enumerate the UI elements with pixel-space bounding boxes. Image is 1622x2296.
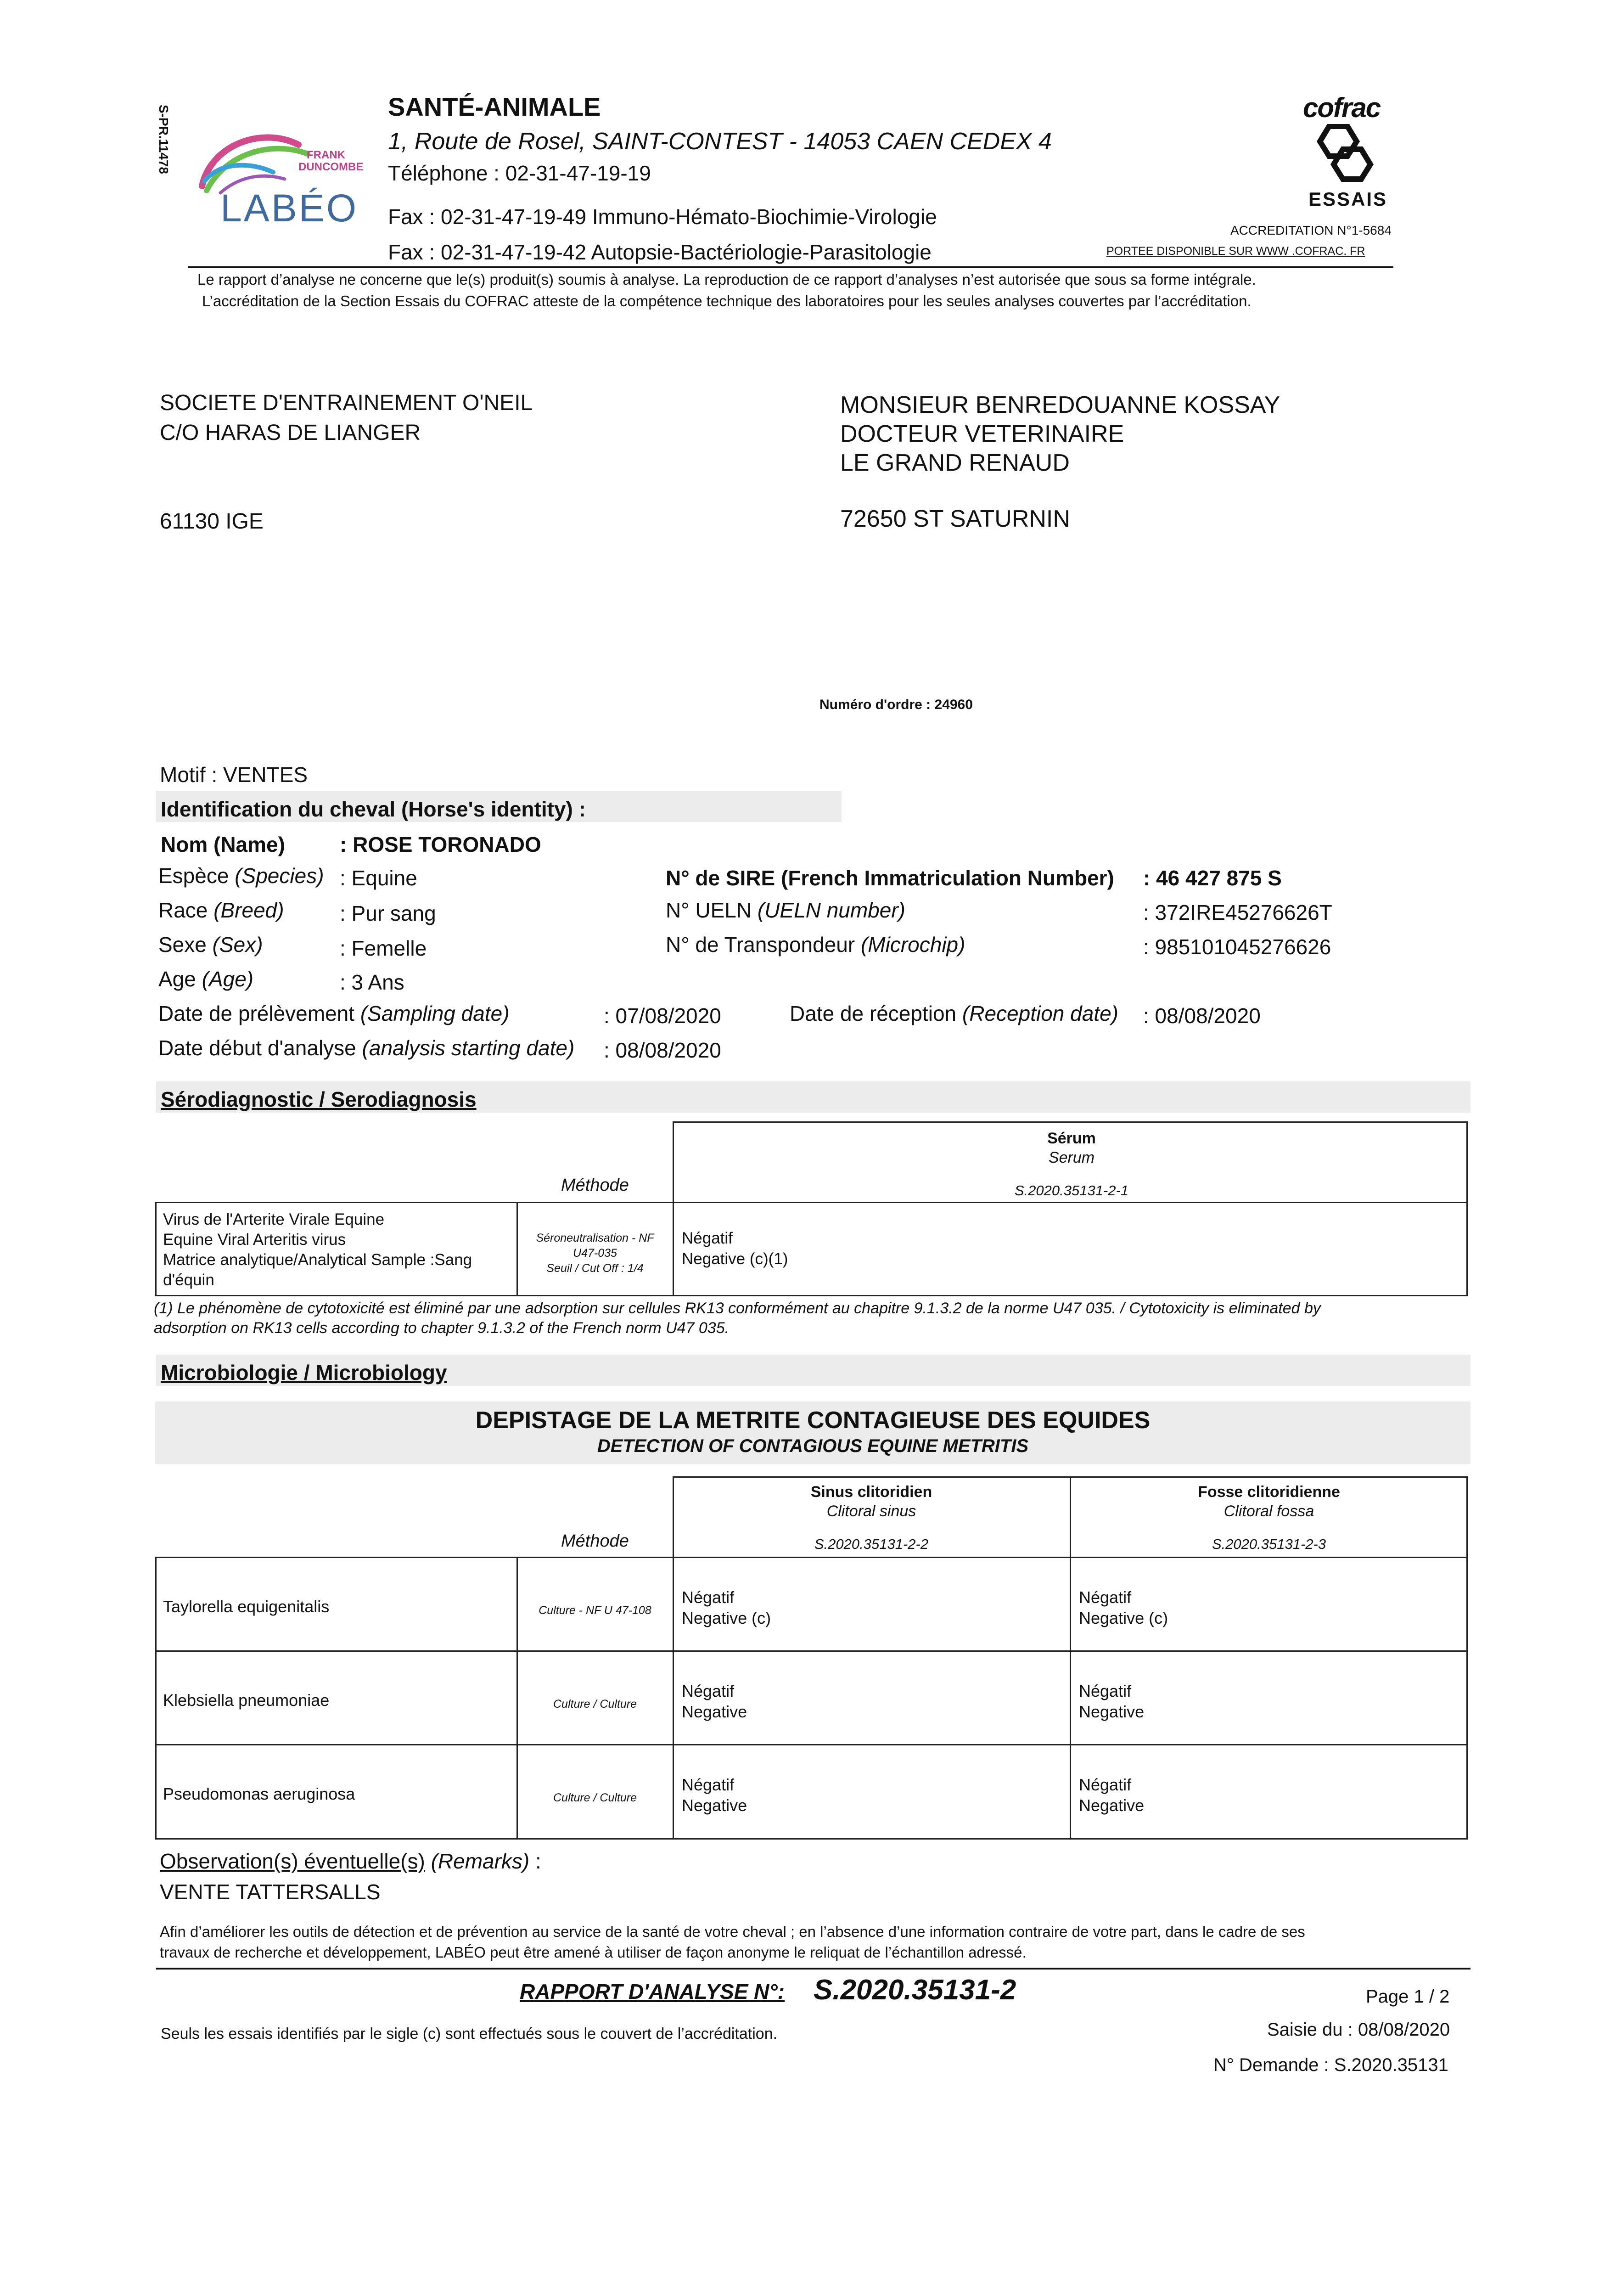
cem-method-header: Méthode	[561, 1531, 629, 1551]
serum-title: Sérum	[1047, 1130, 1096, 1147]
cem-row-result-fr: Négatif	[1079, 1588, 1132, 1607]
vet-line-3: LE GRAND RENAUD	[840, 450, 1070, 476]
motif: Motif : VENTES	[160, 763, 308, 787]
sero-analyte-line: Matrice analytique/Analytical Sample :Sang	[163, 1251, 472, 1269]
labeo-logo	[193, 117, 364, 232]
cem-row-result-fr: Négatif	[682, 1588, 735, 1607]
cem-row-result-fr: Négatif	[682, 1682, 735, 1700]
sero-result-fr: Négatif	[682, 1229, 733, 1247]
breed-value: : Pur sang	[340, 901, 436, 925]
sero-divider-2	[673, 1202, 674, 1296]
sero-note-line-1: (1) Le phénomène de cytotoxicité est éliminé par une adsorption sur cellules RK13 conformément au chapitre 9.1.3.2 de la norme U47 035. / Cytotoxicity is eliminated by	[154, 1300, 1321, 1317]
cofrac-wordmark: cofrac	[1303, 92, 1381, 123]
lab-phone: Téléphone : 02-31-47-19-19	[388, 161, 651, 185]
cem-row-divider-1	[155, 1650, 1468, 1652]
lab-fax-1: Fax : 02-31-47-19-49 Immuno-Hémato-Biochimie-Virologie	[388, 205, 937, 229]
cofrac-logo	[1299, 92, 1391, 216]
accreditation-number: ACCREDITATION N°1-5684	[1230, 223, 1392, 237]
ueln-value: : 372IRE45276626T	[1143, 900, 1332, 924]
logo-subtitle: FRANK DUNCOMBE	[298, 149, 364, 173]
sero-method-line: U47-035	[573, 1247, 617, 1260]
cem-row-result-en: Negative (c)	[682, 1609, 771, 1627]
sero-analyte-line: d'équin	[163, 1271, 214, 1289]
sex-value: : Femelle	[340, 936, 427, 960]
cem-row-result-fr: Négatif	[1079, 1682, 1132, 1700]
cem-row-method: Culture / Culture	[553, 1698, 637, 1711]
cofrac-essais: ESSAIS	[1308, 188, 1388, 210]
age-value: : 3 Ans	[340, 970, 404, 994]
transponder-value: : 985101045276626	[1143, 935, 1331, 959]
transponder-label: N° de Transpondeur (Microchip)	[666, 933, 965, 957]
report-label: RAPPORT D'ANALYSE N°:	[520, 1980, 785, 2003]
cem-row-method: Culture - NF U 47-108	[539, 1604, 651, 1617]
vet-line-2: DOCTEUR VETERINAIRE	[840, 421, 1124, 447]
col2-title-en: Clitoral fossa	[1224, 1503, 1314, 1520]
lab-name: SANTÉ-ANIMALE	[388, 92, 601, 121]
serum-sample-id: S.2020.35131-2-1	[1014, 1182, 1129, 1199]
page-number: Page 1 / 2	[1366, 1986, 1450, 2007]
cem-banner-subtitle: DETECTION OF CONTAGIOUS EQUINE METRITIS	[597, 1436, 1029, 1456]
footer-divider	[156, 1968, 1470, 1970]
sero-analyte	[163, 1210, 472, 1290]
lab-fax-2: Fax : 02-31-47-19-42 Autopsie-Bactériologie-Parasitologie	[388, 240, 932, 264]
cem-row-result-en: Negative	[682, 1796, 747, 1815]
sire-value: : 46 427 875 S	[1143, 866, 1282, 890]
cem-banner-title: DEPISTAGE DE LA METRITE CONTAGIEUSE DES EQUIDES	[475, 1407, 1151, 1434]
sero-result-en: Negative (c)(1)	[682, 1250, 788, 1268]
sex-label: Sexe (Sex)	[158, 933, 263, 957]
lab-address: 1, Route de Rosel, SAINT-CONTEST - 14053 CAEN CEDEX 4	[388, 128, 1052, 155]
cofrac-hexagon-icon	[1311, 124, 1380, 184]
cem-row-name: Taylorella equigenitalis	[163, 1597, 330, 1616]
sero-method-line: Séroneutralisation - NF	[536, 1232, 654, 1244]
sero-analyte-line: Virus de l'Arterite Virale Equine	[163, 1210, 385, 1228]
sero-analyte-line: Equine Viral Arteritis virus	[163, 1231, 346, 1249]
col1-title-en: Clitoral sinus	[826, 1503, 916, 1520]
document-code: S-PR.11478	[157, 105, 171, 174]
microbiology-title: Microbiologie / Microbiology	[161, 1361, 447, 1384]
cem-row-result-en: Negative (c)	[1079, 1609, 1168, 1627]
owner-line-2: C/O HARAS DE LIANGER	[160, 421, 421, 445]
sampling-date-label: Date de prélèvement (Sampling date)	[158, 1002, 510, 1025]
remarks-info-line-1: Afin d’améliorer les outils de détection et de prévention au service de la santé de votre cheval ; en l’absence d’une information contraire de votre part, dans le cadre de ses	[160, 1923, 1305, 1940]
vet-line-1: MONSIEUR BENREDOUANNE KOSSAY	[840, 392, 1280, 418]
serodiagnosis-title: Sérodiagnostic / Serodiagnosis	[161, 1087, 477, 1111]
sero-method	[519, 1231, 671, 1276]
accreditation-note: Seuls les essais identifiés par le sigle (c) sont effectués sous le couvert de l’accréditation.	[161, 2025, 778, 2043]
cem-row-result-en: Negative	[1079, 1796, 1145, 1815]
cem-col-divider-1	[516, 1557, 518, 1840]
col2-title: Fosse clitoridienne	[1198, 1483, 1340, 1501]
analysis-start-value: : 08/08/2020	[604, 1038, 721, 1062]
cem-row-result-en: Negative	[682, 1702, 747, 1721]
name-value: : ROSE TORONADO	[340, 833, 541, 856]
report-number: S.2020.35131-2	[814, 1974, 1016, 2006]
cem-row-method: Culture / Culture	[553, 1791, 637, 1804]
disclaimer-line-2: L’accréditation de la Section Essais du COFRAC atteste de la compétence technique des laboratoires pour les seules analyses couvertes par l’accréditation.	[202, 293, 1252, 310]
header-divider	[188, 266, 1393, 268]
identification-title: Identification du cheval (Horse's identity) :	[161, 797, 586, 821]
cem-row-result-fr: Négatif	[1079, 1775, 1132, 1794]
accreditation-scope-link[interactable]: PORTEE DISPONIBLE SUR WWW .COFRAC. FR	[1106, 245, 1365, 258]
remarks-value: VENTE TATTERSALLS	[160, 1880, 381, 1904]
request-number: N° Demande : S.2020.35131	[1213, 2055, 1448, 2075]
sero-divider-1	[516, 1202, 518, 1296]
cem-row-name: Pseudomonas aeruginosa	[163, 1784, 355, 1803]
owner-line-1: SOCIETE D'ENTRAINEMENT O'NEIL	[160, 391, 533, 415]
cem-row-name: Klebsiella pneumoniae	[163, 1691, 330, 1710]
species-label: Espèce (Species)	[158, 864, 324, 888]
remarks-info-line-2: travaux de recherche et développement, LABÉO peut être amené à utiliser de façon anonyme le reliquat de l’échantillon adressé.	[160, 1944, 1027, 1961]
age-label: Age (Age)	[158, 967, 254, 991]
cem-col-divider-2	[673, 1557, 674, 1840]
serum-header-cell	[673, 1121, 1468, 1203]
analysis-start-label: Date début d'analyse (analysis starting date)	[158, 1036, 575, 1060]
sero-note-line-2: adsorption on RK13 cells according to chapter 9.1.3.2 of the French norm U47 035.	[154, 1319, 730, 1337]
sero-method-header: Méthode	[561, 1176, 629, 1195]
reception-date-value: : 08/08/2020	[1143, 1004, 1261, 1028]
sampling-date-value: : 07/08/2020	[604, 1004, 721, 1028]
entry-date: Saisie du : 08/08/2020	[1267, 2020, 1450, 2040]
name-label: Nom (Name)	[161, 833, 285, 856]
breed-label: Race (Breed)	[158, 898, 284, 922]
logo-name: LABÉO	[220, 186, 359, 230]
cem-row-divider-2	[155, 1744, 1468, 1745]
order-number: Numéro d'ordre : 24960	[819, 697, 973, 712]
ueln-label: N° UELN (UELN number)	[666, 898, 905, 922]
col1-sample-id: S.2020.35131-2-2	[814, 1536, 929, 1552]
col2-sample-id: S.2020.35131-2-3	[1212, 1536, 1326, 1552]
col1-title: Sinus clitoridien	[810, 1483, 932, 1501]
cem-row-result-en: Negative	[1079, 1702, 1145, 1721]
owner-city: 61130 IGE	[160, 509, 264, 534]
sero-method-line: Seuil / Cut Off : 1/4	[546, 1262, 644, 1275]
sire-label: N° de SIRE (French Immatriculation Number)	[666, 866, 1114, 890]
reception-date-label: Date de réception (Reception date)	[790, 1002, 1119, 1025]
cem-row-result-fr: Négatif	[682, 1775, 735, 1794]
disclaimer-line-1: Le rapport d’analyse ne concerne que le(s) produit(s) soumis à analyse. La reproduction de ce rapport d’analyses n’est autorisée que sous sa forme intégrale.	[197, 271, 1256, 288]
remarks-label: Observation(s) éventuelle(s) (Remarks) :	[160, 1849, 541, 1873]
serum-title-en: Serum	[1048, 1149, 1095, 1166]
cem-col-divider-3	[1070, 1557, 1071, 1840]
vet-city: 72650 ST SATURNIN	[840, 506, 1070, 532]
species-value: : Equine	[340, 866, 417, 890]
